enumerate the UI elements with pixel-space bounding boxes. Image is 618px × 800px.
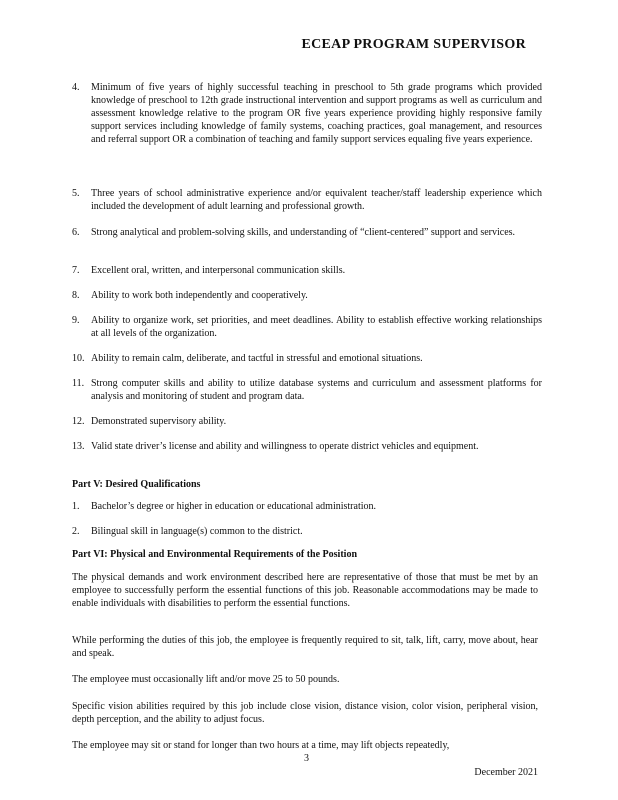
- footer-date: December 2021: [474, 767, 538, 778]
- item-text: Ability to work both independently and cooperatively.: [91, 290, 308, 301]
- item-text: Strong computer skills and ability to utilize database systems and curriculum and assessment platforms for analysis and monitoring of student and program data.: [91, 378, 542, 402]
- item-text: Valid state driver’s license and ability and willingness to operate district vehicles and equipment.: [91, 441, 479, 452]
- item-number: 4.: [72, 82, 80, 93]
- paragraph: The employee may sit or stand for longer than two hours at a time, may lift objects repeatedly,: [72, 740, 450, 751]
- item-number: 13.: [72, 441, 85, 452]
- paragraph: While performing the duties of this job, the employee is frequently required to sit, talk, lift, carry, move about, hear and speak.: [72, 635, 538, 659]
- item-number: 1.: [72, 501, 80, 512]
- item-number: 8.: [72, 290, 80, 301]
- page-number: 3: [304, 753, 309, 764]
- item-number: 5.: [72, 188, 80, 199]
- item-number: 7.: [72, 265, 80, 276]
- list-item: [72, 500, 542, 513]
- list-item: [72, 440, 542, 453]
- section-heading-part-v: Part V: Desired Qualifications: [72, 479, 201, 490]
- item-text: Demonstrated supervisory ability.: [91, 416, 227, 427]
- item-text: Three years of school administrative experience and/or equivalent teacher/staff leadership experience which included the development of adult learning and professional growth.: [91, 188, 542, 212]
- item-number: 12.: [72, 416, 85, 427]
- item-text: Minimum of five years of highly successful teaching in preschool to 5th grade programs which provided knowledge of preschool to 12th grade instructional intervention and support programs as well as curriculum and assessment knowledge relative to the program OR five years experience providing highly responsive family support services including knowledge of family systems, coaching practices, goal management, and resources and referral support OR a combination of teaching and family support services equaling five years experience.: [91, 82, 542, 145]
- list-item: [72, 415, 542, 428]
- paragraph: The employee must occasionally lift and/or move 25 to 50 pounds.: [72, 674, 340, 685]
- document-title: ECEAP PROGRAM SUPERVISOR: [301, 37, 526, 52]
- item-text: Ability to organize work, set priorities, and meet deadlines. Ability to establish effective working relationships at all levels of the organization.: [91, 315, 542, 339]
- list-item: [72, 525, 542, 538]
- item-number: 9.: [72, 315, 80, 326]
- item-text: Bachelor’s degree or higher in education or educational administration.: [91, 501, 376, 512]
- list-item: [72, 81, 542, 146]
- item-text: Ability to remain calm, deliberate, and tactful in stressful and emotional situations.: [91, 353, 423, 364]
- item-number: 6.: [72, 227, 80, 238]
- item-text: Excellent oral, written, and interpersonal communication skills.: [91, 265, 346, 276]
- list-item: [72, 187, 542, 213]
- paragraph: Specific vision abilities required by this job include close vision, distance vision, color vision, peripheral vision, depth perception, and the ability to adjust focus.: [72, 701, 538, 725]
- item-text: Bilingual skill in language(s) common to the district.: [91, 526, 303, 537]
- list-item: [72, 377, 542, 403]
- item-number: 10.: [72, 353, 85, 364]
- section-heading-part-vi: Part VI: Physical and Environmental Requirements of the Position: [72, 549, 358, 560]
- list-item: [72, 264, 542, 277]
- item-text: Strong analytical and problem-solving skills, and understanding of “client-centered” support and services.: [91, 227, 516, 238]
- list-item: [72, 289, 542, 302]
- list-item: [72, 352, 542, 365]
- list-item: [72, 314, 542, 340]
- item-number: 2.: [72, 526, 80, 537]
- list-item: [72, 226, 542, 239]
- item-number: 11.: [72, 378, 85, 389]
- paragraph: The physical demands and work environment described here are representative of those that must be met by an employee to successfully perform the essential functions of this job. Reasonable accommodations may be made to enable individuals with disabilities to perform the essential functions.: [72, 572, 538, 609]
